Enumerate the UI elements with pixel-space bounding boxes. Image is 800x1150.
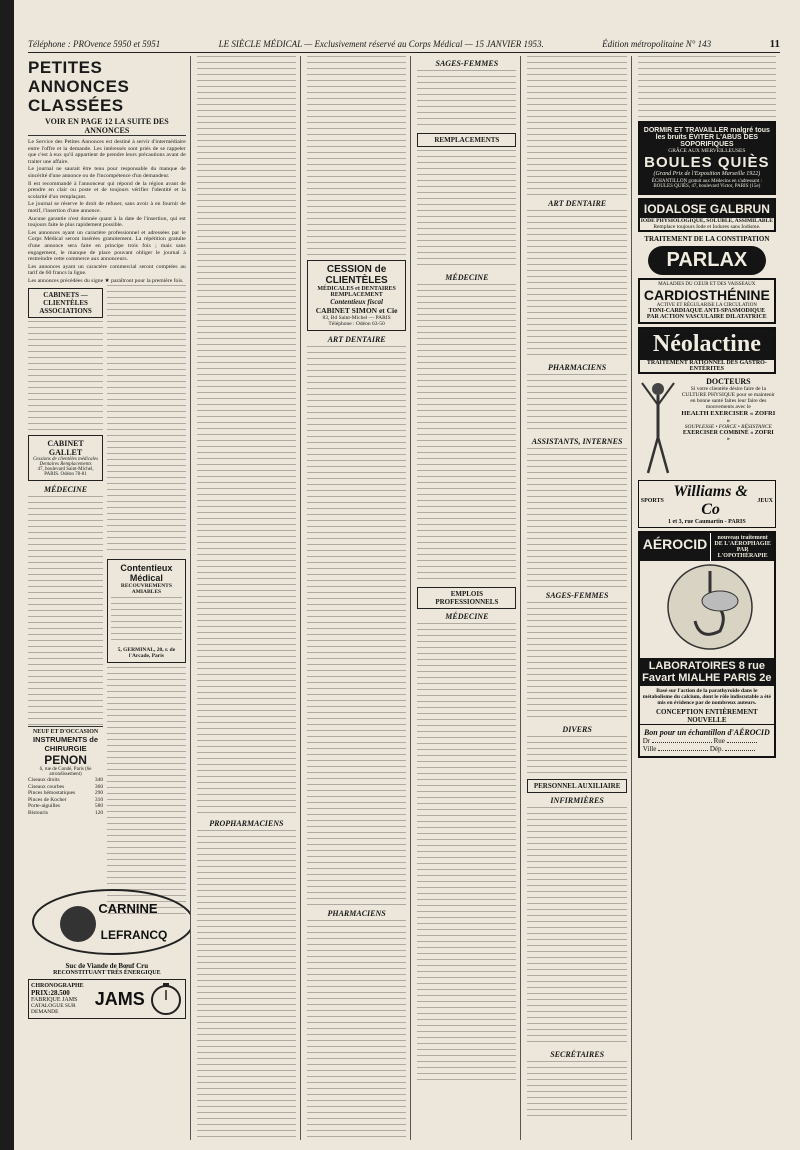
intro-paragraph: Les annonces précédées du signe ★ paraîtront pour la première fois. — [28, 277, 184, 284]
aerocid-ad — [638, 531, 776, 758]
coupon-dr-label: Dr — [642, 737, 651, 745]
intro-paragraph: Les annonces ayant un caractère professionnel et adressées par le Corps Médical seront insérées gratuitement. La répétition gratuite d'une annonce sera faite en principe trois fois ; mais sans engagement, le manque de place pouvant obliger le journal à restreindre cette commerce aux annonceurs. — [28, 229, 186, 263]
coupon-dr-field[interactable] — [652, 742, 712, 743]
cabinet-gallet-sub: Cessions de clientèles médicales Dentaires Remplacements — [32, 457, 99, 468]
section-heading-infirmieres: INFIRMIÈRES — [550, 796, 604, 805]
coupon-rue-label: Rue — [713, 737, 725, 745]
exerciser-figure-icon — [638, 377, 678, 477]
exerciser-ad — [638, 377, 776, 477]
coupon-dep-label: Dép. — [709, 745, 724, 753]
intro-paragraph: Il est recommandé à l'annonceur qui répond de la région avant de prendre en clair ou poste et de toujours vérifier l'identité et la scolarité d'un remplaçant. — [28, 180, 186, 200]
section-heading-pharmaciens: PHARMACIENS — [327, 909, 386, 918]
cession-firm: CABINET SIMON et Cie — [315, 306, 398, 315]
aerocid-lab: LABORATOIRES 8 rue Favart MIALHE PARIS 2e — [640, 658, 774, 686]
jams-ad — [28, 979, 186, 1019]
penon-address: 6, rue de Condé, Paris (6e arrondissement) — [39, 767, 92, 778]
price-row: Porte-aiguilles 580 — [28, 803, 104, 810]
carnine-tag: RECONSTITUANT TRÈS ÉNERGIQUE — [53, 970, 161, 977]
exerciser-text: Si votre clientèle désire faire de la CULTURE PHYSIQUE pour se maintenir en bonne santé faites leur faire des mouvements avec le — [681, 386, 775, 410]
cardio-heading: MALADIES DU CŒUR ET DES VAISSEAUX — [658, 282, 756, 287]
section-heading-secretaires: SECRÉTAIRES — [550, 1050, 605, 1059]
aerocid-tagline: nouveau traitement DE L'AÉROPHAGIE PAR L'OPOTHÉRAPIE — [710, 533, 774, 561]
columns — [28, 56, 780, 1140]
williams-brand: Williams & Co — [673, 483, 748, 518]
exerciser-heading: DOCTEURS — [706, 377, 751, 386]
cabinet-gallet-name: CABINET GALLET — [47, 439, 84, 458]
cardio-line-2: TONI-CARDIAQUE ANTI-SPASMODIQUE — [648, 308, 766, 314]
section-heading-assistants: ASSISTANTS, INTERNES — [531, 437, 623, 446]
contentieux-address: 5, GERMINAL, 20, r. de l'Arcade, Paris — [117, 647, 176, 660]
jams-catalog: CATALOGUE SUR DEMANDE — [31, 1003, 76, 1016]
section-heading-medecine-2: MÉDECINE — [445, 273, 489, 282]
coupon-dep-field[interactable] — [725, 750, 755, 751]
page-number: 11 — [769, 38, 780, 50]
boules-quies-ad — [638, 121, 776, 195]
coupon-ville-label: Ville — [642, 745, 657, 753]
jams-price: PRIX:28.500 — [31, 989, 70, 998]
boules-grace: GRÂCE AUX MERVEILLEUSES — [668, 148, 746, 154]
running-head — [28, 36, 780, 53]
exerciser-qualities: SOUPLESSE • FORCE • RÉSISTANCE — [684, 424, 772, 430]
price-row: Pinces de Kocher 310 — [28, 796, 104, 803]
coupon-title: Bon pour un échantillon d'AÉROCID — [643, 728, 770, 737]
price-row: Pinces hémostatiques 290 — [28, 790, 104, 797]
neolactine-brand: Néolactine — [640, 329, 774, 360]
jams-brand: JAMS — [94, 988, 145, 1009]
coupon-rue-field[interactable] — [727, 742, 757, 743]
instruments-title: INSTRUMENTS de CHIRURGIE — [33, 735, 99, 754]
stopwatch-icon — [149, 982, 183, 1016]
masthead: LE SIÈCLE MÉDICAL — Exclusivement réservé au Corps Médical — 15 JANVIER 1953. — [218, 39, 544, 49]
section-heading-divers: DIVERS — [562, 725, 592, 734]
intro-paragraph: Le journal ne saurait être tenu pour responsable du manque de sincérité d'une annonce ou de l'incompétence d'un demandeur. — [28, 166, 186, 179]
bull-head-icon — [60, 906, 96, 942]
column-2 — [197, 56, 301, 1140]
exerciser-product: HEALTH EXERCISER « ZOFRI » — [681, 410, 776, 424]
column-1 — [28, 56, 191, 1140]
cardio-brand: CARDIOSTHÉNINE — [643, 287, 770, 303]
classifieds-subtitle: VOIR EN PAGE 12 LA SUITE DES ANNONCES — [28, 117, 186, 136]
column-3 — [307, 56, 411, 1140]
sub-column-left — [28, 285, 103, 885]
section-heading-sages-femmes: SAGES-FEMMES — [435, 59, 499, 68]
penon-ad — [28, 726, 103, 777]
sports-label: SPORTS — [640, 498, 664, 504]
intro-paragraph: Aucune garantie n'est donnée quant à la date de l'insertion, qui est toujours faite le plus rapidement possible. — [28, 215, 186, 229]
iodalose-brand: IODALOSE GALBRUN — [640, 200, 774, 218]
cession-tel: Téléphone : Odéon 63-50 — [328, 321, 385, 327]
iodalose-sub: IODE PHYSIOLOGIQUE, SOLUBLE, ASSIMILABLE — [640, 218, 773, 224]
boules-headline: DORMIR ET TRAVAILLER malgré tous les bruits ÉVITER L'ABUS DES SOPORIFIQUES — [643, 127, 770, 148]
cardio-line-1: ACTIVE ET RÉGULARISE LA CIRCULATION — [656, 303, 757, 308]
williams-ad — [638, 480, 776, 528]
intro-paragraph: Les annonces ayant un caractère commercial seront comptées au tarif de 60 francs la ligne. — [28, 263, 186, 277]
cession-address: 83, Bd Saint-Michel — PARIS — [322, 315, 391, 321]
cession-box — [307, 260, 406, 331]
section-heading-pharmaciens-2: PHARMACIENS — [547, 363, 607, 372]
newspaper-page — [28, 36, 780, 1140]
jams-fabrique: FABRIQUE JAMS — [31, 997, 78, 1004]
section-heading-sages-femmes-2: SAGES-FEMMES — [545, 591, 609, 600]
coupon-ville-field[interactable] — [658, 750, 708, 751]
section-heading-art-dentaire-2: ART DENTAIRE — [548, 199, 607, 208]
emplois-heading: EMPLOIS PROFESSIONNELS — [417, 587, 516, 609]
price-row: Bistouris 120 — [28, 809, 104, 816]
aerocid-concept: CONCEPTION ENTIÈREMENT NOUVELLE — [656, 708, 758, 724]
cardiosthenine-ad — [638, 278, 776, 324]
intro-paragraph: Le journal se réserve le droit de refuser, sans avoir à en fournir de motif, l'insertion d'une annonce. — [28, 201, 186, 214]
section-heading-medecine-3: MÉDECINE — [445, 612, 489, 621]
classifieds-intro — [28, 139, 186, 284]
phone-line: Téléphone : PROvence 5950 et 5951 — [28, 39, 161, 49]
cabinet-gallet-address: 47, boulevard Saint-Michel, PARIS. Odéon 78-81 — [37, 467, 94, 478]
column-4 — [417, 56, 521, 1140]
binding-strip — [0, 0, 14, 1150]
intro-paragraph: Le Service des Petites Annonces est destiné à servir d'intermédiaire entre l'offre et la demande. Les intéressés sont priés de se rappeler que c'est à eux qu'il appartient de prendre leurs précautions avant de traiter une affaire. — [28, 139, 186, 165]
edition: Édition métropolitaine N° 143 — [602, 39, 712, 49]
parlax-ad — [638, 235, 776, 275]
personnel-heading: PERSONNEL AUXILIAIRE — [527, 779, 626, 793]
neolactine-ad — [638, 327, 776, 374]
penon-name: PENON — [44, 753, 87, 768]
remplacements-heading: REMPLACEMENTS — [417, 133, 516, 147]
exerciser-combo: EXERCISER COMBINÉ « ZOFRI » — [682, 430, 774, 442]
iodalose-claim: Remplace toujours Iode et Iodures sans Iodisme. — [653, 224, 761, 230]
sub-column-right — [107, 285, 186, 885]
jams-label: CHRONOGRAPHE — [31, 983, 84, 990]
cabinets-heading: CABINETS — CLIENTÈLES ASSOCIATIONS — [28, 288, 103, 318]
anatomy-illustration-icon — [640, 561, 780, 653]
aerocid-coupon — [640, 724, 774, 756]
iodalose-ad — [638, 198, 776, 232]
parlax-brand: PARLAX — [648, 246, 766, 275]
cession-title: CESSION de CLIENTÈLES — [325, 264, 388, 286]
cession-sub: MÉDICALES et DENTAIRES REMPLACEMENT — [317, 286, 396, 298]
contentieux-sub: RECOUVREMENTS AMIABLES — [120, 583, 172, 596]
boules-sample: ÉCHANTILLON gratuit aux Médecins en s'adressant : BOULES QUIÈS, 47, boulevard Victor, PARIS (15e) — [651, 179, 762, 189]
price-row: Ciseaux droits 340 — [28, 777, 104, 784]
aerocid-brand: AÉROCID — [640, 533, 711, 561]
column-5 — [527, 56, 631, 1140]
price-list — [28, 777, 103, 816]
aerocid-text: Basé sur l'action de la parathyroïde dans le métabolisme du calcium, dont le rôle indiscutable a été mis en évidence par de nombreux auteurs. — [642, 688, 771, 706]
cession-fisc: Contentieux fiscal — [330, 298, 383, 306]
lefrancq-word: LEFRANCQ — [100, 928, 168, 943]
carnine-sub: Suc de Viande de Bœuf Cru — [65, 962, 149, 971]
neuf-label: NEUF ET D'OCCASION — [32, 729, 99, 736]
boules-brand: BOULES QUIÈS — [644, 154, 770, 171]
jeux-label: JEUX — [757, 498, 773, 504]
contentieux-box — [107, 559, 186, 663]
contentieux-title: Contentieux Médical — [120, 563, 173, 584]
cardio-line-3: PAR ACTION VASCULAIRE DILATATRICE — [646, 314, 767, 320]
neolactine-sub: TRAITEMENT RATIONNEL DES GASTRO-ENTÉRITES — [646, 360, 767, 372]
price-row: Ciseaux courbes 360 — [28, 783, 104, 790]
cabinet-gallet-box — [28, 435, 103, 481]
boules-prize: (Grand Prix de l'Exposition Marseille 1922) — [653, 171, 761, 177]
section-heading-art-dentaire: ART DENTAIRE — [327, 335, 386, 344]
carnine-word: CARNINE — [98, 901, 158, 917]
section-heading-propharmaciens: PROPHARMACIENS — [209, 819, 284, 828]
classifieds-title: PETITES ANNONCES CLASSÉES — [28, 58, 130, 115]
column-6 — [638, 56, 780, 1140]
section-heading-medecine: MÉDECINE — [43, 485, 88, 495]
williams-address: 1 et 3, rue Caumartin - PARIS — [668, 519, 746, 525]
parlax-heading: TRAITEMENT DE LA CONSTIPATION — [644, 235, 770, 243]
